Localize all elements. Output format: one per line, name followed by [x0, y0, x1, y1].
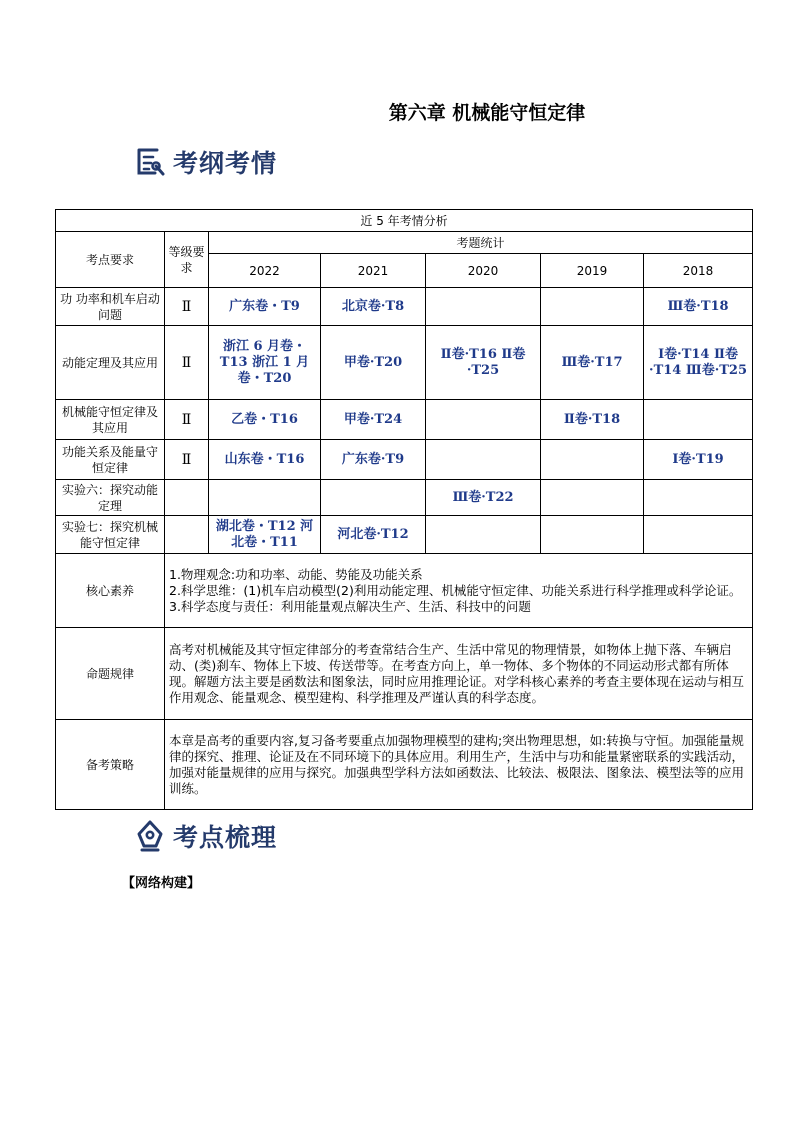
table-row-rule: [56, 628, 753, 720]
stat-cell: Ⅲ卷·T22: [426, 480, 541, 516]
stat-cell: 乙卷・T16: [209, 400, 321, 440]
core-line: 1.物理观念:功和功率、动能、势能及功能关系: [169, 566, 423, 582]
strategy-label: 备考策略: [56, 720, 165, 810]
stat-cell: Ⅱ卷·T18: [541, 400, 644, 440]
stat-cell: Ⅲ卷·T18: [644, 288, 753, 326]
header-grade: 等级要求: [165, 232, 209, 288]
section-title: 考纲考情: [173, 149, 278, 178]
stat-cell: [426, 288, 541, 326]
rule-text: 高考对机械能及其守恒定律部分的考查常结合生产、生活中常见的物理情景，如物体上抛下落、车辆启动、(类)刹车、物体上下坡、传送带等。在考查方向上，单一物体、多个物体的不同运动形式都有所体现。解题方法主要是函数法和图象法，同时应用推理论证。对学科核心素养的考查主要体现在运动与相互作用观念、能量观念、模型建构、科学推理及严谨认真的科学态度。: [165, 628, 753, 720]
chapter-title: 第六章 机械能守恒定律: [388, 102, 586, 124]
stat-cell: 北京卷·T8: [321, 288, 426, 326]
stat-cell: 甲卷·T20: [321, 326, 426, 400]
stat-cell: Ⅰ卷·T14 Ⅱ卷·T14 Ⅲ卷·T25: [644, 326, 753, 400]
grade-cell: [165, 480, 209, 516]
core-line: 3.科学态度与责任：利用能量观点解决生产、生活、科技中的问题: [169, 598, 531, 614]
point-cell: 实验六：探究动能定理: [56, 480, 165, 516]
table-row-strategy: [56, 720, 753, 810]
grade-cell: Ⅱ: [165, 440, 209, 480]
stat-cell: 湖北卷・T12 河北卷・T11: [209, 516, 321, 554]
network-build-label: 【网络构建】: [122, 876, 201, 891]
stat-cell: [426, 440, 541, 480]
section-header-key-points: [133, 818, 277, 854]
stat-cell: [541, 440, 644, 480]
exam-analysis-table: [55, 209, 753, 810]
stat-cell: Ⅱ卷·T16 Ⅱ卷·T25: [426, 326, 541, 400]
stat-cell: [321, 480, 426, 516]
point-cell: 实验七：探究机械能守恒定律: [56, 516, 165, 554]
table-row-core: [56, 554, 753, 628]
table-row: [56, 288, 753, 326]
year-header: 2022: [209, 254, 321, 288]
section-header-exam-outline: [133, 144, 277, 180]
year-header: 2021: [321, 254, 426, 288]
stat-cell: 山东卷・T16: [209, 440, 321, 480]
stat-cell: 广东卷・T9: [209, 288, 321, 326]
pen-nib-icon: [133, 819, 167, 853]
point-cell: 动能定理及其应用: [56, 326, 165, 400]
table-row: [56, 440, 753, 480]
header-stats: 考题统计: [209, 232, 753, 254]
grade-cell: Ⅱ: [165, 400, 209, 440]
stat-cell: [541, 288, 644, 326]
stat-cell: 广东卷·T9: [321, 440, 426, 480]
strategy-text: 本章是高考的重要内容,复习备考要重点加强物理模型的建构;突出物理思想，如:转换与守恒。加强能量规律的探究、推理、论证及在不同环境下的具体应用。利用生产，生活中与功和能量紧密联系的实践活动，加强对能量规律的应用与探究。加强典型学科方法如函数法、比较法、极限法、图象法、模型法等的应用训练。: [165, 720, 753, 810]
header-point: 考点要求: [56, 232, 165, 288]
point-cell: 机械能守恒定律及其应用: [56, 400, 165, 440]
table-row: [56, 480, 753, 516]
stat-cell: [426, 400, 541, 440]
year-header: 2019: [541, 254, 644, 288]
rule-label: 命题规律: [56, 628, 165, 720]
stat-cell: [644, 516, 753, 554]
grade-cell: [165, 516, 209, 554]
section-title: 考点梳理: [173, 823, 278, 852]
stat-cell: [644, 480, 753, 516]
point-cell: 功 功率和机车启动问题: [56, 288, 165, 326]
stat-cell: [541, 516, 644, 554]
stat-cell: 甲卷·T24: [321, 400, 426, 440]
core-text: [165, 554, 753, 628]
stat-cell: [209, 480, 321, 516]
stat-cell: [426, 516, 541, 554]
stat-cell: [541, 480, 644, 516]
stat-cell: Ⅲ卷·T17: [541, 326, 644, 400]
table-row: [56, 516, 753, 554]
table-row: [56, 400, 753, 440]
year-header: 2020: [426, 254, 541, 288]
stat-cell: 河北卷·T12: [321, 516, 426, 554]
stat-cell: Ⅰ卷·T19: [644, 440, 753, 480]
stat-cell: [644, 400, 753, 440]
grade-cell: Ⅱ: [165, 326, 209, 400]
list-doc-icon: [133, 145, 167, 179]
table-row: [56, 326, 753, 400]
grade-cell: Ⅱ: [165, 288, 209, 326]
core-label: 核心素养: [56, 554, 165, 628]
stat-cell: 浙江 6 月卷・T13 浙江 1 月卷・T20: [209, 326, 321, 400]
core-line: 2.科学思维：(1)机车启动模型(2)利用动能定理、机械能守恒定律、功能关系进行科学推理或科学论证。: [169, 582, 742, 598]
point-cell: 功能关系及能量守恒定律: [56, 440, 165, 480]
year-header: 2018: [644, 254, 753, 288]
table-caption: 近 5 年考情分析: [56, 210, 753, 232]
